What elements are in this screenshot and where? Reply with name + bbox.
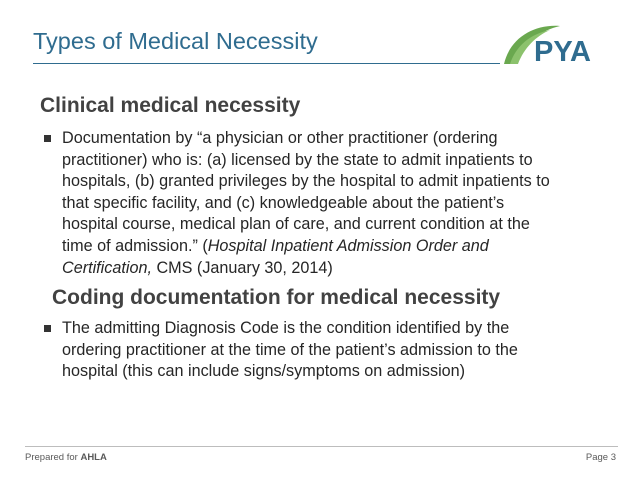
citation-source: CMS (January 30, 2014) [151, 258, 333, 277]
bullet-line: hospital (this can include signs/symptoms on admission) [62, 362, 466, 381]
slide-title: Types of Medical Necessity [33, 28, 318, 54]
bullet-text [62, 128, 614, 279]
footer-page-number: Page 3 [585, 452, 616, 463]
bullet-square-icon [44, 325, 51, 332]
pya-logo [500, 18, 616, 70]
bullet-line-citation-end [62, 258, 614, 280]
citation-prefix: time of admission.” ( [62, 236, 208, 255]
citation-title: Hospital Inpatient Admission Order and [207, 236, 489, 255]
footer-prepared-prefix: Prepared for [25, 452, 81, 463]
bullet-line: hospital course, medical plan of care, and current condition at the [62, 215, 530, 234]
citation-title-end: Certification, [62, 258, 152, 277]
bullet-line: practitioner) who is: (a) licensed by the state to admit inpatients to [62, 150, 533, 169]
bullet-line: The admitting Diagnosis Code is the condition identified by the [62, 319, 510, 337]
bullet-square-icon [44, 135, 51, 142]
bullet-text [62, 318, 584, 383]
bullet-line: hospitals, (b) granted privileges by the hospital to admit inpatients to [62, 172, 550, 191]
bullet-line: that specific facility, and (c) knowledgeable about the patient’s [62, 193, 505, 212]
bullet-line: Documentation by “a physician or other practitioner (ordering [62, 129, 498, 147]
title-underline [33, 63, 500, 64]
footer-organization: AHLA [80, 452, 107, 463]
footer-prepared-for [25, 452, 107, 463]
logo-text: PYA [534, 36, 591, 68]
section-heading-coding: Coding documentation for medical necessity [52, 286, 501, 309]
section-heading-clinical: Clinical medical necessity [40, 94, 301, 117]
bullet-line-citation-start [62, 236, 614, 258]
bullet-line: ordering practitioner at the time of the patient’s admission to the [62, 340, 518, 359]
footer-divider [25, 446, 618, 447]
